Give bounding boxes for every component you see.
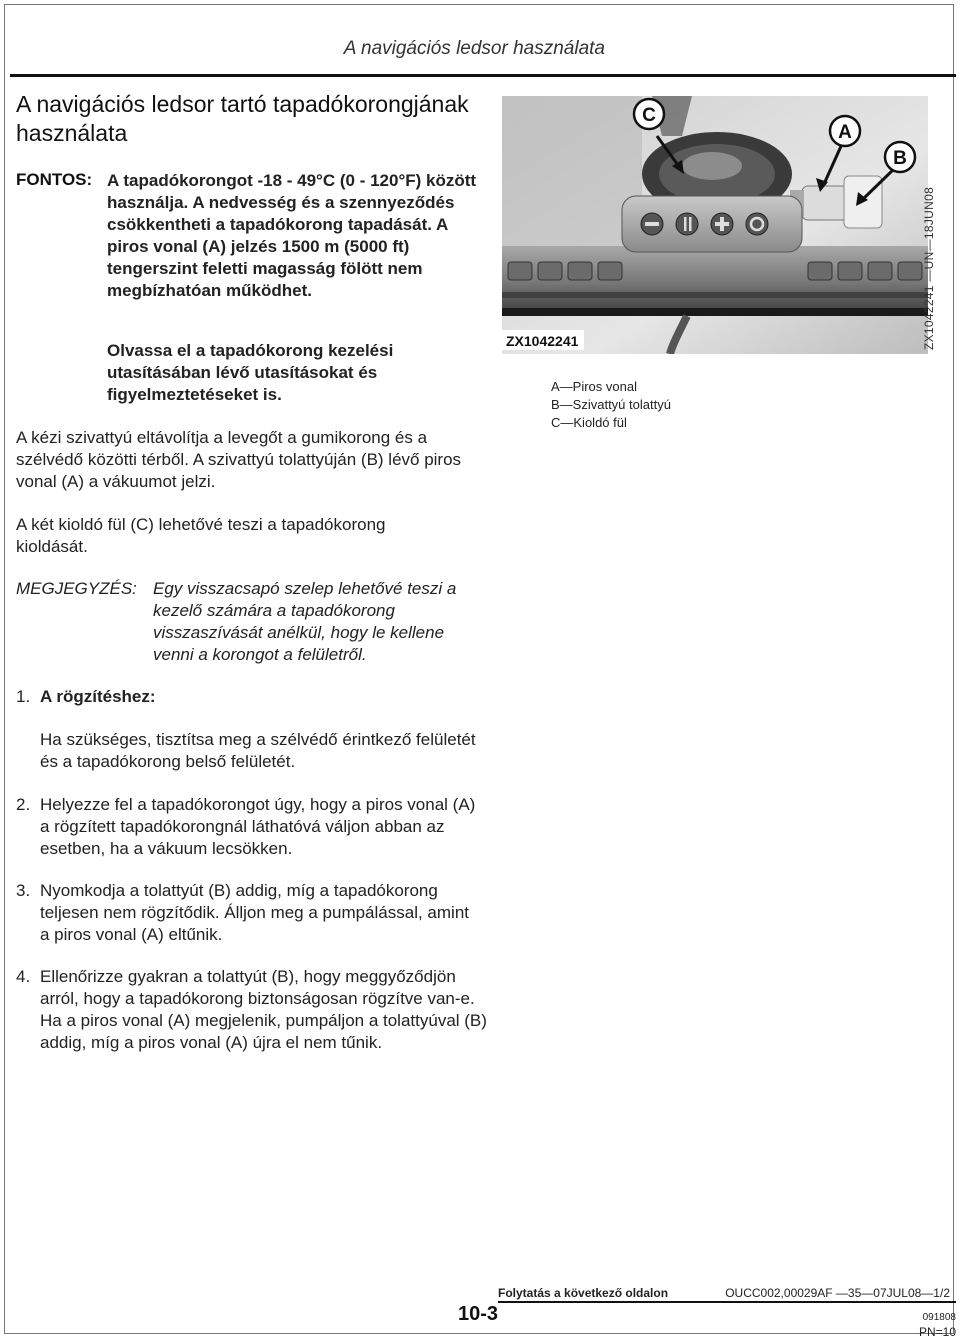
important-text: A tapadókorongot -18 - 49°C (0 - 120°F) között használja. A nedvesség és a szennyeződés csökkentheti a tapadókorong tapadását. A piros vonal (A) jelzés 1500 m (5000 ft) tengerszint feletti magasság fölött nem megbízhatóan működhet. <box>107 171 477 300</box>
pn-code: PN=10 <box>918 1325 956 1339</box>
section-title: A navigációs ledsor tartó tapadókorongjának használata <box>16 91 469 146</box>
step-1-number: 1. <box>16 687 31 706</box>
callout-b-label: B <box>893 148 907 169</box>
step-2-number: 2. <box>16 795 31 814</box>
continue-note: Folytatás a következő oldalon <box>498 1286 669 1300</box>
photo-code: ZX1042241 <box>506 333 579 349</box>
step-3-text: Nyomkodja a tolattyút (B) addig, míg a tapadókorong teljesen nem rögzítődik. Álljon meg a pumpálással, amint a piros vonal (A) eltűnik. <box>40 881 469 944</box>
step-1-title: A rögzítéshez: <box>40 687 156 706</box>
figure-legend <box>551 378 671 432</box>
step-2-text: Helyezze fel a tapadókorongot úgy, hogy a piros vonal (A) a rögzített tapadókorongnál láthatóvá váljon abban az esetben, ha a vákuum lecsökken. <box>40 795 476 858</box>
note-text: Egy visszacsapó szelep lehetővé teszi a kezelő számára a tapadókorong visszaszívását anélkül, hogy le kellene venni a korongot a felületről. <box>153 579 457 664</box>
page-number: 10-3 <box>458 1303 499 1325</box>
step-4-text: Ellenőrizze gyakran a tolattyút (B), hogy meggyőződjön arról, hogy a tapadókorong biztonságosan rögzítve van-e. Ha a piros vonal (A) megjelenik, pumpáljon a tolattyúval (B) addig, míg a piros vonal (A) újra el nem tűnik. <box>40 967 487 1052</box>
running-header: A navigációs ledsor használata <box>343 38 605 59</box>
body-paragraph-1: A kézi szivattyú eltávolítja a levegőt a gumikorong és a szélvédő közötti térből. A szivattyú tolattyúján (B) lévő piros vonal (A) a vákuumot jelzi. <box>16 428 462 491</box>
legend-item-a: A—Piros vonal <box>551 379 637 394</box>
important-instruction: Olvassa el a tapadókorong kezelési utasításában lévő utasításokat és figyelmeztetéseket is. <box>107 341 394 404</box>
legend-item-c: C—Kioldó fül <box>551 415 627 430</box>
callout-b <box>885 142 915 172</box>
header-rule <box>10 74 956 77</box>
important-label: FONTOS: <box>16 170 93 189</box>
step-1-text: Ha szükséges, tisztítsa meg a szélvédő érintkező felületét és a tapadókorong belső felületét. <box>40 730 476 771</box>
figure-photo <box>502 96 928 354</box>
date-code: 091808 <box>922 1312 956 1323</box>
callout-a <box>830 116 860 146</box>
lightbar-mount-illustration <box>502 96 928 354</box>
figure-side-code: ZX1042241 —UN—18JUN08 <box>922 186 936 350</box>
callout-c <box>634 99 664 129</box>
doc-code: OUCC002,00029AF —35—07JUL08—1/2 <box>725 1286 950 1300</box>
note-label: MEGJEGYZÉS: <box>16 579 137 598</box>
body-paragraph-2: A két kioldó fül (C) lehetővé teszi a tapadókorong kioldását. <box>16 515 386 556</box>
callout-c-label: C <box>642 105 656 126</box>
legend-item-b: B—Szivattyú tolattyú <box>551 397 671 412</box>
callout-a-label: A <box>838 122 852 143</box>
step-4-number: 4. <box>16 967 31 986</box>
footer-rule <box>498 1301 956 1303</box>
step-3-number: 3. <box>16 881 31 900</box>
